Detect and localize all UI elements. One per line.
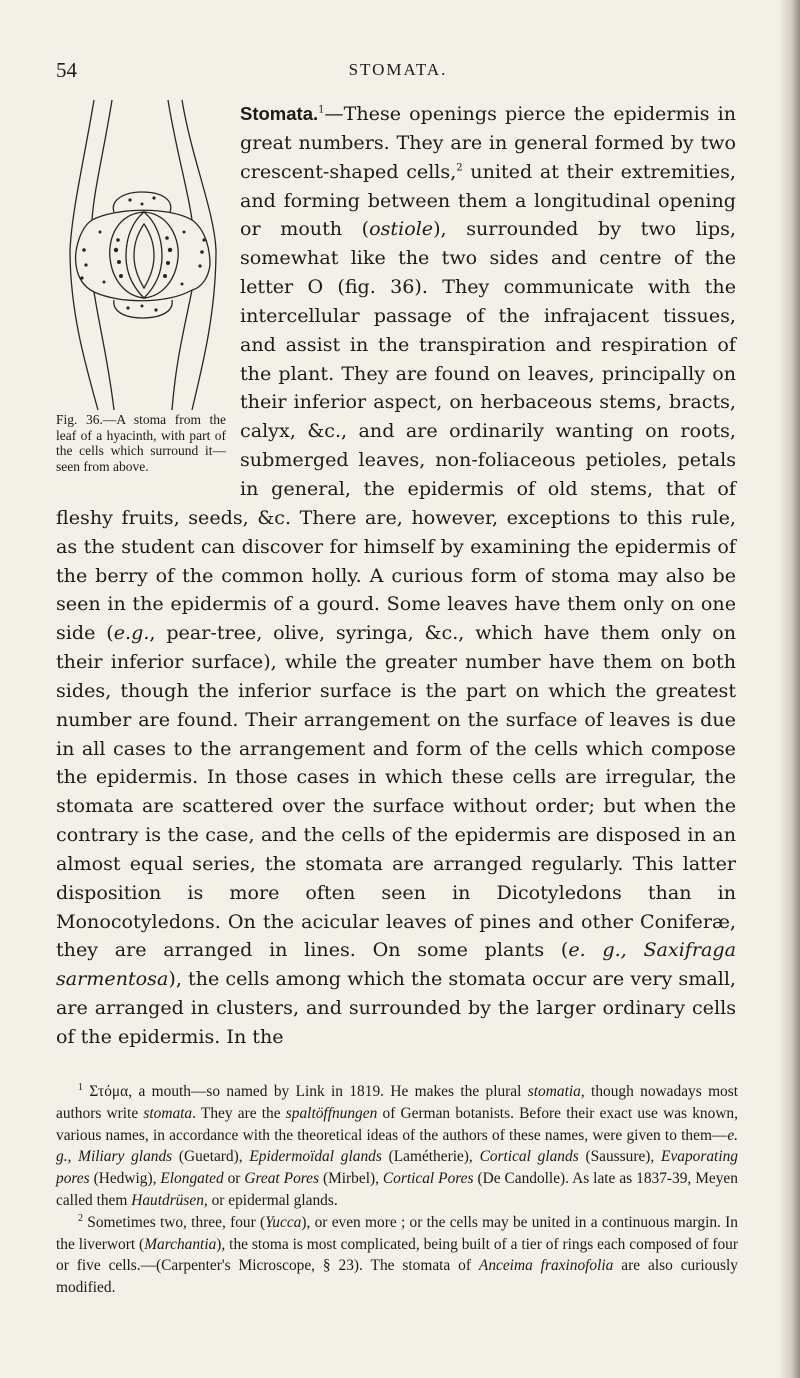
footnote-term: Anceima fraxinofolia (478, 1257, 614, 1275)
footnotes (56, 1081, 738, 1299)
footnote-text: , though nowadays most authors write (56, 1083, 739, 1122)
footnote-term: e. g., Miliary glands (56, 1126, 738, 1166)
footnote-ref-1[interactable]: 1 (318, 104, 325, 116)
abbrev-eg: e.g. (113, 621, 150, 645)
paragraph-text: united at their extremities, and forming between them a longitudinal opening or mouth ( (240, 159, 737, 241)
footnote-text: are also curiously modified. (56, 1257, 738, 1297)
paragraph-text: —These openings pierce the epidermis in great numbers. They are in general formed by two crescent-shaped cells, (240, 102, 736, 183)
footnote-text: (Guetard), (172, 1148, 250, 1166)
footnote-text: (Saussure), (578, 1148, 662, 1166)
footnote-ref-2[interactable]: 2 (456, 162, 463, 174)
footnote-term: Hautdrüsen (131, 1191, 204, 1209)
footnote-term: Yucca (265, 1213, 302, 1231)
footnote-text: . They are the (192, 1104, 286, 1122)
running-title: STOMATA. (348, 60, 448, 79)
paragraph-text: , pear-tree, olive, syringa, &c., which have them only on their inferior surface), while the greater number have them on both sides, though the inferior surface is the part on which the greatest number are found. Their arrangement on the surface of leaves is due in all cases to the arrangement and form of the cells which compose the epidermis. In those cases in which these cells are irregular, the stomata are scattered over the surface without order; but when the contrary is the case, and the cells of the epidermis are disposed in an almost equal series, the stomata are arranged regularly. This latter disposition is more often seen in Dicotyledons than in Monocotyledons. On the acicular leaves of pines and other Coniferæ, they are arranged in lines. On some plants ( (56, 621, 736, 962)
footnote-text: , or epidermal glands. (203, 1191, 338, 1209)
figure-caption: Fig. 36.—A stoma from the leaf of a hyacinth, with part of the cells which surround it—seen from above. (56, 412, 226, 474)
footnote-term: Cortical glands (479, 1148, 579, 1166)
paragraph-text: ), the cells among which the stomata occur are very small, are arranged in clusters, and surrounded by the larger ordinary cells of the epidermis. In the (56, 967, 736, 1048)
footnote-term: Elongated (160, 1170, 224, 1188)
paragraph-text: ), surrounded by two lips, somewhat like the two sides and centre of the letter O (fig. 36). They communicate with the intercellular passage of the infrajacent tissues, and assist in the transpiration and respiration of the plant. They are found on leaves, principally on their inferior aspect, on herbaceous stems, bracts, calyx, &c., and are ordinarily wanting on roots, submerged leaves, non-foliaceous petioles, petals in general, the epidermis of old stems, that of fleshy fruits, seeds, &c. There are, however, exceptions to this rule, as the student can discover for himself by examining the epidermis of the berry of the common holly. A curious form of stoma may also be seen in the epidermis of a gourd. Some leaves have them only on one side ( (56, 217, 736, 645)
footnote-term: Evaporating pores (56, 1148, 738, 1188)
term-ostiole: ostiole (369, 217, 434, 241)
footnote-term: Epidermoïdal glands (249, 1148, 382, 1166)
footnote-text: of German botanists. Before their exact use was known, various names, in accordance with the theoretical ideas of the authors of these names, were given to them— (56, 1104, 738, 1144)
stoma-illustration (64, 100, 224, 410)
footnote-text: (De Candolle). As late as 1837-39, Meyen called them (56, 1170, 738, 1209)
figure-36 (56, 100, 226, 474)
footnote-term: Marchantia (144, 1235, 217, 1253)
footnote-text: (Mirbel), (319, 1170, 383, 1188)
page-number: 54 (56, 58, 77, 82)
footnote-text: (Lamétherie), (381, 1148, 480, 1166)
page-header (56, 58, 740, 86)
footnote-2 (56, 1212, 738, 1299)
footnote-text: ), the stoma is most complicated, being built of a tier of rings each composed of four or five cells.—(Carpenter's Microscope, § 23). The stomata of (56, 1235, 738, 1275)
footnote-text: or (223, 1170, 245, 1188)
footnote-term: stomatia (527, 1083, 581, 1100)
example-saxifraga: e. g., Saxifraga sarmentosa (56, 938, 736, 991)
page-edge-shadow (778, 0, 800, 1378)
footnote-mark: 2 (78, 1212, 83, 1224)
footnote-text: ), or even more ; or the cells may be united in a continuous margin. In the liverwort ( (56, 1213, 738, 1253)
footnote-text: Sometimes two, three, four ( (83, 1213, 266, 1231)
footnote-term: Great Pores (244, 1170, 319, 1188)
footnote-term: spaltöffnungen (285, 1104, 378, 1122)
footnote-term: stomata (143, 1104, 193, 1122)
footnote-mark: 1 (78, 1081, 83, 1093)
main-text (56, 100, 736, 1052)
footnote-term: Cortical Pores (382, 1170, 474, 1188)
footnote-1 (56, 1081, 738, 1212)
footnote-text: Στόμα, a mouth—so named by Link in 1819. He makes the plural (83, 1083, 528, 1100)
footnote-text: (Hedwig), (89, 1170, 161, 1188)
section-lead: Stomata. (240, 103, 319, 124)
